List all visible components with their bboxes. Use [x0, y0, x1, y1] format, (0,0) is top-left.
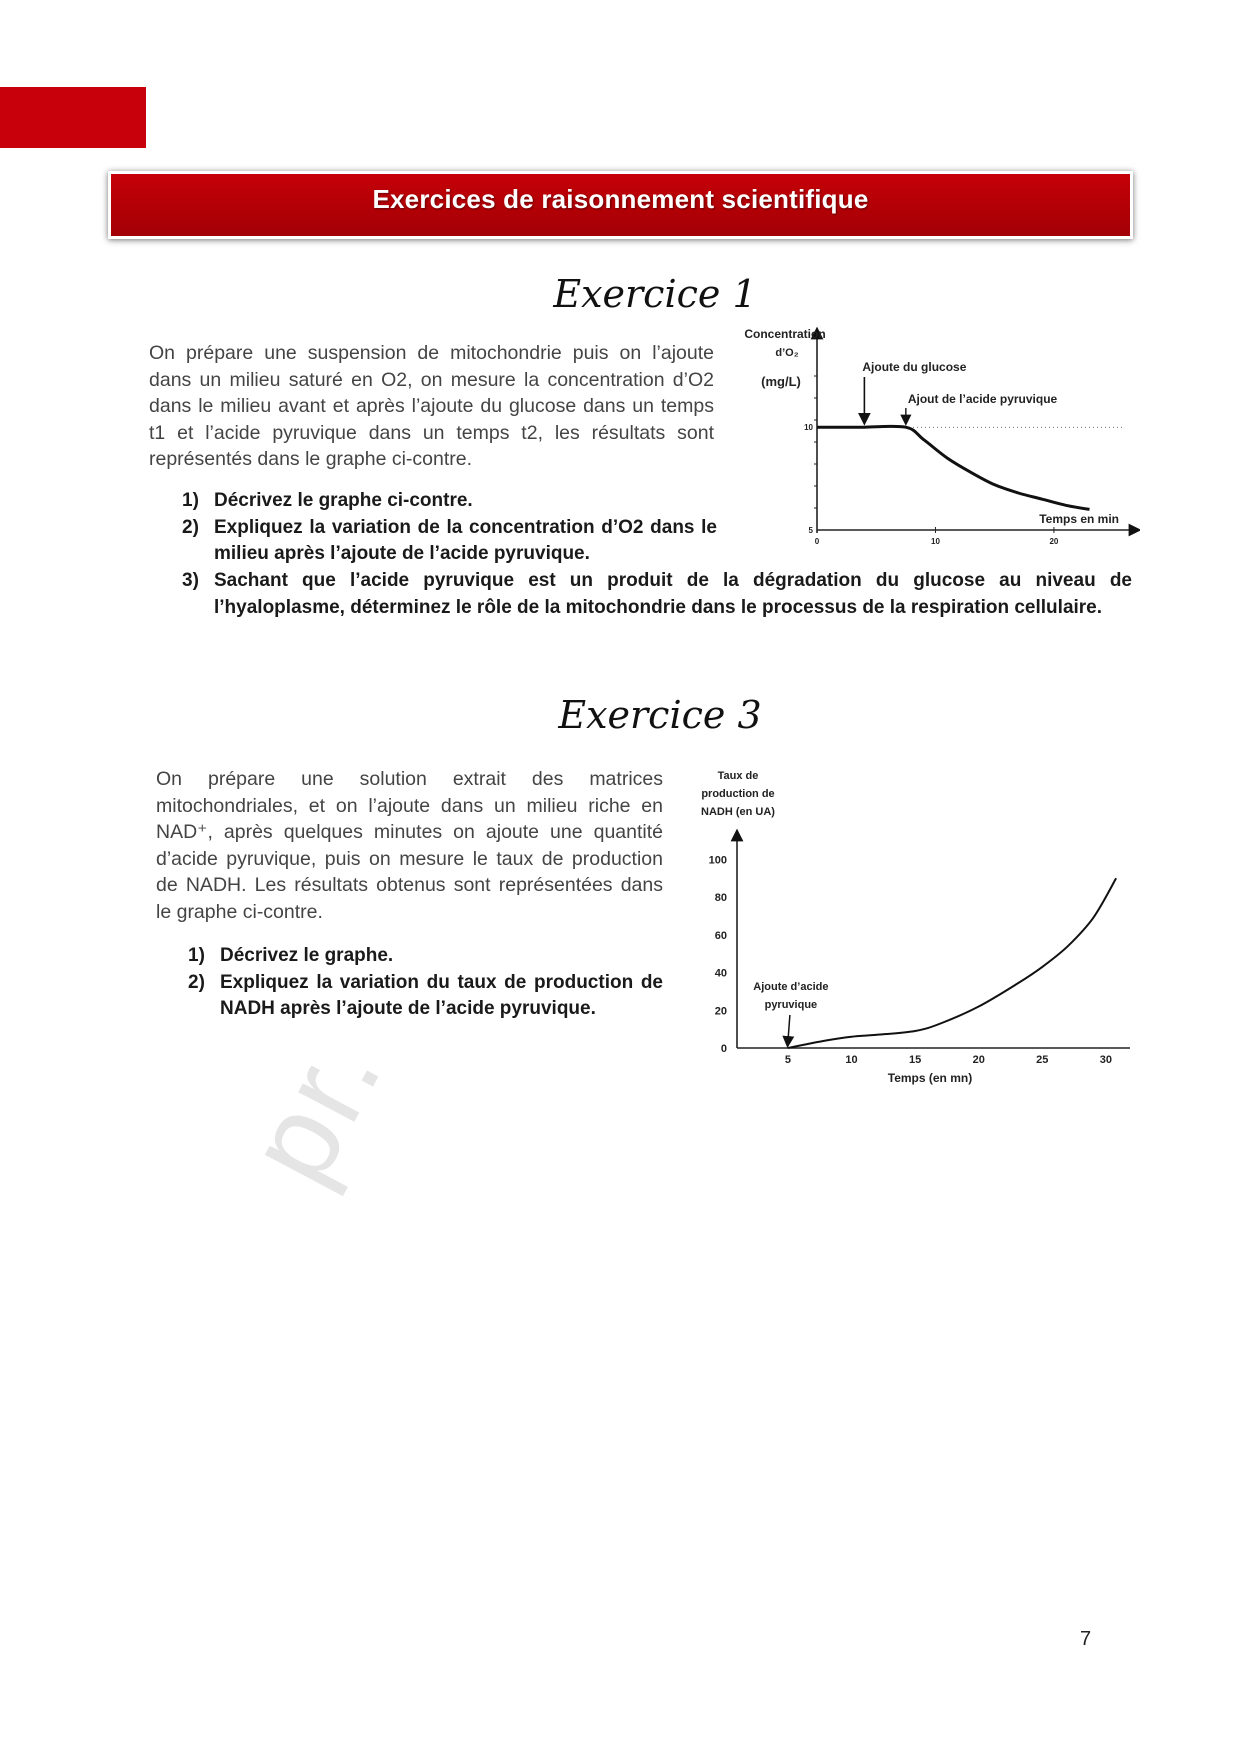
y-tick-label: 100	[708, 854, 727, 867]
x-tick-label: 20	[972, 1054, 985, 1066]
y-tick-label: 5	[808, 526, 813, 535]
pyruvic-annotation: Ajout de l’acide pyruvique	[907, 392, 1058, 406]
exercise-1-questions-wide	[182, 568, 1132, 621]
x-tick-label: 20	[1049, 537, 1059, 546]
question-number: 3)	[182, 570, 199, 591]
y-tick-label: 10	[804, 423, 813, 433]
section-title: Exercices de raisonnement scientifique	[372, 183, 869, 214]
question-number: 2)	[188, 971, 205, 993]
y-axis-unit: (mg/L)	[761, 374, 801, 389]
data-line	[817, 426, 1090, 509]
exercise-1-question	[182, 515, 717, 568]
x-tick-label: 10	[845, 1054, 858, 1066]
y-axis-label: Taux de	[717, 770, 759, 782]
exercise-1-question	[182, 488, 717, 515]
pyruvic-arrow	[788, 1015, 790, 1042]
exercise-1-title: Exercice 1	[553, 272, 757, 316]
exercise-3-question	[188, 943, 663, 970]
pyruvic-annotation: pyruvique	[764, 999, 818, 1011]
data-line	[788, 878, 1116, 1048]
y-tick-label: 60	[714, 929, 727, 942]
x-tick-label: 25	[1036, 1054, 1049, 1066]
question-text: Décrivez le graphe.	[220, 945, 394, 966]
question-number: 1)	[188, 945, 205, 966]
y-tick-label: 0	[720, 1043, 727, 1055]
question-text: Décrivez le graphe ci-contre.	[214, 490, 473, 511]
exercise-3-paragraph: On prépare une solution extrait des matrices mitochondriales, et on l’ajoute dans un milieu riche en NAD⁺, après quelques minutes on ajoute une quantité d’acide pyruvique, puis on mesure le taux de production de NADH. Les résultats obtenus sont représentées dans le graphe ci-contre.	[156, 768, 663, 923]
x-axis-label: Temps en min	[1039, 512, 1119, 526]
exercise-3-title: Exercice 3	[558, 693, 762, 737]
section-banner	[108, 171, 1133, 239]
exercise-3-question	[188, 970, 663, 1023]
y-axis-label: d’O₂	[775, 347, 799, 359]
x-tick-label: 5	[784, 1054, 791, 1066]
y-tick-label: 80	[714, 892, 727, 905]
y-axis-label: NADH (en UA)	[701, 806, 775, 818]
glucose-annotation: Ajoute du glucose	[862, 360, 967, 374]
nadh-production-chart	[680, 765, 1140, 1105]
exercise-1-questions	[182, 488, 717, 568]
pyruvic-annotation: Ajoute d’acide	[753, 981, 829, 993]
corner-decoration	[0, 87, 146, 148]
exercise-3-questions	[188, 943, 663, 1023]
question-text: Expliquez la variation de la concentration d’O2 dans le milieu après l’ajoute de l’acide pyruvique.	[214, 516, 717, 564]
o2-concentration-chart	[740, 325, 1140, 555]
x-tick-label: 15	[908, 1054, 922, 1066]
y-axis-label: Concentration	[744, 327, 826, 341]
x-tick-label: 0	[814, 537, 820, 546]
x-axis-label: Temps (en mn)	[887, 1071, 973, 1085]
question-number: 1)	[182, 490, 199, 511]
x-tick-label: 10	[931, 537, 940, 546]
x-tick-label: 30	[1099, 1054, 1113, 1066]
y-axis-label: production de	[701, 788, 775, 800]
watermark: pr.	[221, 1012, 409, 1204]
exercise-1-question	[182, 568, 1132, 621]
y-tick-label: 20	[714, 1005, 727, 1018]
question-text: Expliquez la variation du taux de production de NADH après l’ajoute de l’acide pyruvique.	[220, 971, 663, 1019]
question-text: Sachant que l’acide pyruvique est un produit de la dégradation du glucose au niveau de l’hyaloplasme, déterminez le rôle de la mitochondrie dans le processus de la respiration cellulaire.	[214, 570, 1132, 618]
y-tick-label: 40	[714, 967, 727, 980]
exercise-1-paragraph: On prépare une suspension de mitochondrie puis on l’ajoute dans un milieu saturé en O2, on mesure la concentration d’O2 dans le milieu avant et après l’ajoute du glucose dans un temps t1 et l’acide pyruvique dans un temps t2, les résultats sont représentés dans le graphe ci-contre.	[149, 342, 714, 471]
page-number: 7	[1080, 1628, 1092, 1650]
question-number: 2)	[182, 516, 199, 538]
